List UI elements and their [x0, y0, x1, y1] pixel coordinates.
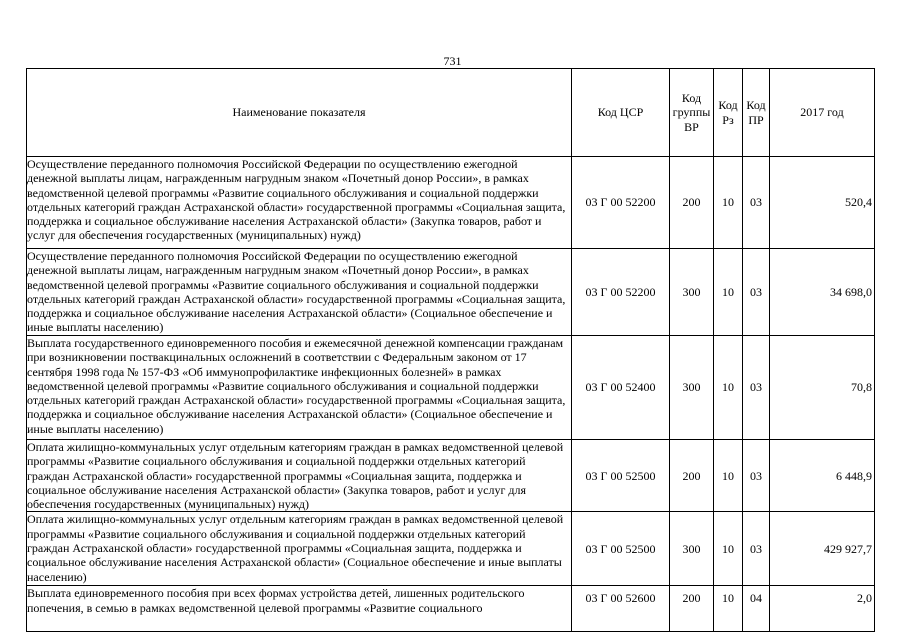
row-vr-code: 300	[670, 336, 714, 440]
row-rz-code: 10	[714, 249, 743, 336]
table-row	[27, 586, 875, 632]
row-csr-code: 03 Г 00 52600	[572, 586, 670, 632]
row-name: Осуществление переданного полномочия Российской Федерации по осуществлению ежегодной денежной выплаты лицам, награжденным нагрудным знаком «Почетный донор России», в рамках ведомственной целевой программы «Развитие социального обслуживания и социальной поддержки отдельных категорий граждан Астраханской области» государственной программы «Социальная защита, поддержка и социальное обслуживание населения Астраханской области» (Социальное обеспечение и иные выплаты населению)	[27, 249, 572, 336]
row-name: Выплата государственного единовременного пособия и ежемесячной денежной компенсации гражданам при возникновении поствакцинальных осложнений в соответствии с Федеральным законом от 17 сентября 1998 года № 157-ФЗ «Об иммунопрофилактике инфекционных болезней» в рамках ведомственной целевой программы «Развитие социального обслуживания и социальной поддержки отдельных категорий граждан Астраханской области» государственной программы «Социальная защита, поддержка и социальное обслуживание населения Астраханской области» (Социальное обеспечение и иные выплаты населению)	[27, 336, 572, 440]
row-vr-code: 300	[670, 249, 714, 336]
row-amount: 34 698,0	[770, 249, 875, 336]
row-name: Оплата жилищно-коммунальных услуг отдельным категориям граждан в рамках ведомственной целевой программы «Развитие социального обслуживания и социальной поддержки отдельных категорий граждан Астраханской области» государственной программы «Социальная защита, поддержка и социальное обслуживание населения Астраханской области» (Закупка товаров, работ и услуг для обеспечения государственных (муниципальных) нужд)	[27, 440, 572, 512]
row-pr-code: 04	[743, 586, 770, 632]
header-pr: Код ПР	[743, 69, 770, 157]
row-pr-code: 03	[743, 512, 770, 586]
header-vr: Код группы ВР	[670, 69, 714, 157]
row-name: Осуществление переданного полномочия Российской Федерации по осуществлению ежегодной денежной выплаты лицам, награжденным нагрудным знаком «Почетный донор России», в рамках ведомственной целевой программы «Развитие социального обслуживания и социальной поддержки отдельных категорий граждан Астраханской области» государственной программы «Социальная защита, поддержка и социальное обслуживание населения Астраханской области» (Закупка товаров, работ и услуг для обеспечения государственных (муниципальных) нужд)	[27, 157, 572, 249]
row-pr-code: 03	[743, 440, 770, 512]
header-name: Наименование показателя	[27, 69, 572, 157]
budget-table	[26, 68, 875, 632]
header-year: 2017 год	[770, 69, 875, 157]
row-name: Выплата единовременного пособия при всех формах устройства детей, лишенных родительского попечения, в семью в рамках ведомственной целевой программы «Развитие социального	[27, 586, 572, 632]
row-rz-code: 10	[714, 512, 743, 586]
row-csr-code: 03 Г 00 52500	[572, 512, 670, 586]
table-row	[27, 336, 875, 440]
header-csr: Код ЦСР	[572, 69, 670, 157]
row-pr-code: 03	[743, 249, 770, 336]
row-vr-code: 300	[670, 512, 714, 586]
page-number: 731	[443, 54, 462, 68]
table-row	[27, 249, 875, 336]
row-amount: 429 927,7	[770, 512, 875, 586]
row-vr-code: 200	[670, 586, 714, 632]
row-csr-code: 03 Г 00 52200	[572, 157, 670, 249]
row-amount: 520,4	[770, 157, 875, 249]
table-header-row	[27, 69, 875, 157]
row-csr-code: 03 Г 00 52200	[572, 249, 670, 336]
row-rz-code: 10	[714, 586, 743, 632]
row-pr-code: 03	[743, 336, 770, 440]
table-row	[27, 512, 875, 586]
row-name: Оплата жилищно-коммунальных услуг отдельным категориям граждан в рамках ведомственной целевой программы «Развитие социального обслуживания и социальной поддержки отдельных категорий граждан Астраханской области» государственной программы «Социальная защита, поддержка и социальное обслуживание населения Астраханской области» (Социальное обеспечение и иные выплаты населению)	[27, 512, 572, 586]
row-pr-code: 03	[743, 157, 770, 249]
header-rz: Код Рз	[714, 69, 743, 157]
row-vr-code: 200	[670, 440, 714, 512]
row-vr-code: 200	[670, 157, 714, 249]
row-rz-code: 10	[714, 440, 743, 512]
row-csr-code: 03 Г 00 52500	[572, 440, 670, 512]
row-rz-code: 10	[714, 336, 743, 440]
row-csr-code: 03 Г 00 52400	[572, 336, 670, 440]
row-amount: 2,0	[770, 586, 875, 632]
table-row	[27, 157, 875, 249]
row-amount: 70,8	[770, 336, 875, 440]
table-row	[27, 440, 875, 512]
row-amount: 6 448,9	[770, 440, 875, 512]
row-rz-code: 10	[714, 157, 743, 249]
